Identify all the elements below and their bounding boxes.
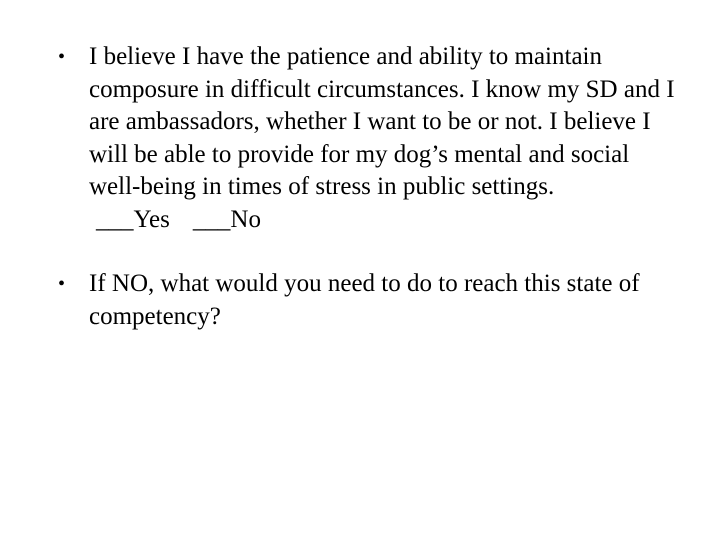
patience-statement-text: I believe I have the patience and ability to maintain composure in difficult circumstances. I know my SD and I are ambassadors, whether I want to be or not. I believe I will be able to provide for my dog’s mental and social well-being in times of stress in public settings. — [89, 43, 675, 200]
yes-no-answer-row — [89, 204, 678, 237]
bullet-item-competency-question — [58, 268, 678, 333]
bullet-list — [58, 41, 678, 333]
yes-option: ___Yes — [96, 205, 170, 233]
bullet-marker: • — [58, 273, 66, 295]
bullet-item-patience-statement — [58, 41, 678, 236]
no-option: ___No — [192, 205, 261, 233]
bullet-marker: • — [58, 46, 66, 68]
competency-question-text: If NO, what would you need to do to reach this state of competency? — [89, 270, 640, 330]
